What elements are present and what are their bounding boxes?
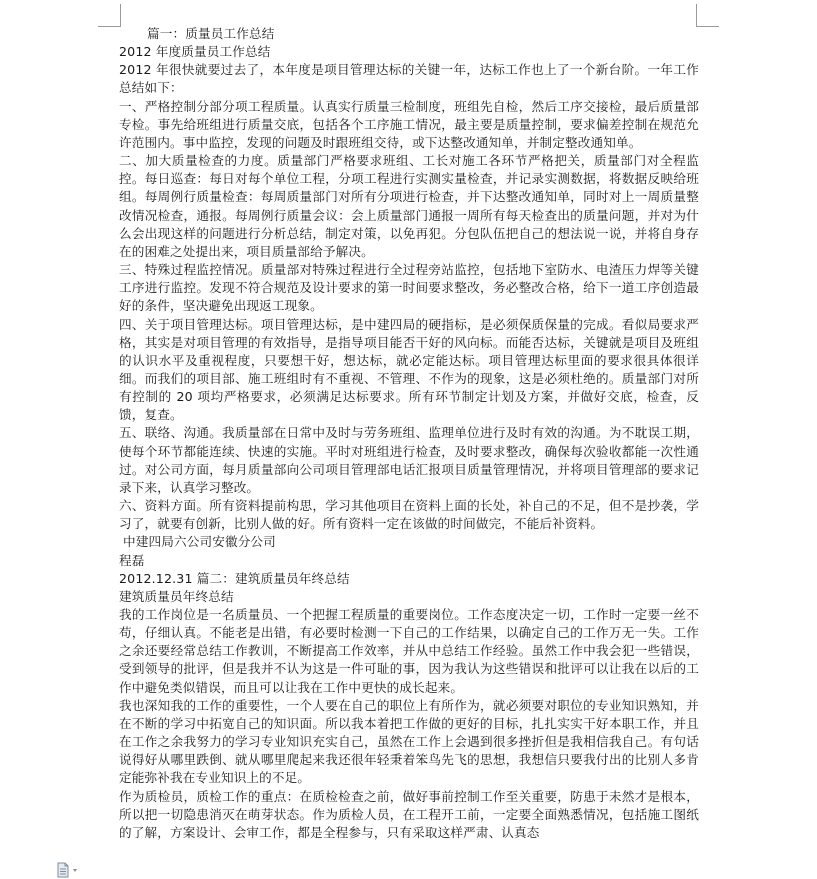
section-title: 篇一：质量员工作总结 — [147, 26, 275, 41]
report-title: 2012 年度质量员工作总结 — [119, 44, 271, 60]
document-icon[interactable] — [56, 862, 86, 878]
paragraph: 作为质检员，质检工作的重点：在质检检查之前，做好事前控制工作至关重要，防患于未然才是根本，所以把一切隐患消灭在萌芽状态。作为质检人员，在工程开工前，一定要全面熟悉情况，包括施工图纸的了解，方案设计、会审工作，都是全程参与，只有采取这样严肃、认真态 — [119, 788, 699, 840]
paragraph: 我的工作岗位是一名质量员、一个把握工程质量的重要岗位。工作态度决定一切，工作时一定要一丝不苟，仔细认真。不能老是出错，有必要时检测一下自己的工作结果，以确定自己的工作万无一失。工作之余还要经常总结工作教训，不断提高工作效率，并从中总结工作经验。虽然工作中我会犯一些错误，受到领导的批评，但是我并不认为这是一件可耻的事，因为我认为这些错误和批评可以让我在以后的工作中避免类似错误，而且可以让我在工作中更快的成长起来。 — [119, 607, 699, 695]
date-and-section-title: 2012.12.31 篇二：建筑质量员年终总结 — [119, 570, 350, 586]
paragraph: 四、关于项目管理达标。项目管理达标，是中建四局的硬指标，是必须保质保量的完成。看似局要求严格，其实是对项目管理的有效指导，是指导项目能否干好的风向标。而能否达标，关键就是项目及班组的认识水平及重视程度，只要想干好，想达标，就必定能达标。项目管理达标里面的要求很具体很详细。而我们的项目部、施工班组时有不重视、不管理、不作为的现象，这是必须杜绝的。质量部门对所有控制的 20 项均严格要求，必须满足达标要求。所有环节制定计划及方案，并做好交底，检查，反馈，复查。 — [119, 316, 699, 423]
author-name: 程磊 — [119, 552, 145, 568]
report-title: 建筑质量员年终总结 — [119, 588, 234, 604]
paragraph: 五、联络、沟通。我质量部在日常中及时与劳务班组、监理单位进行及时有效的沟通。为不耽误工期，使每个环节都能连续、快速的实施。平时对班组进行检查，及时要求整改，确保每次验收都能一次性通过。对公司方面，每月质量部向公司项目管理部电话汇报项目质量管理情况，并将项目管理部的要求记录下来，认真学习整改。 — [119, 425, 699, 495]
paragraph: 我也深知我的工作的重要性，一个人要在自己的职位上有所作为，就必须要对职位的专业知识熟知，并在不断的学习中拓宽自己的知识面。所以我本着把工作做的更好的目标，扎扎实实干好本职工作，并且在工作之余我努力的学习专业知识充实自己，虽然在工作上会遇到很多挫折但是我相信我自己。有句话说得好从哪里跌倒、就从哪里爬起来我还很年轻秉着笨鸟先飞的思想，我想信只要我付出的比别人多肯定能弥补我在专业知识上的不足。 — [119, 697, 699, 786]
document-body — [119, 25, 699, 842]
paragraph: 2012 年很快就要过去了，本年度是项目管理达标的关键一年，达标工作也上了一个新台阶。一年工作总结如下： — [119, 62, 699, 96]
paragraph: 一、严格控制分部分项工程质量。认真实行质量三检制度，班组先自检，然后工序交接检，最后质量部专检。事先给班组进行质量交底，包括各个工序施工情况，最主要是质量控制，要求偏差控制在规范允许范围内。事中监控，发现的问题及时跟班组交待，或下达整改通知单，并制定整改通知单。 — [119, 98, 699, 150]
page-corner-mark-top-left — [98, 4, 121, 27]
paragraph: 三、特殊过程监控情况。质量部对特殊过程进行全过程旁站监控，包括地下室防水、电渣压力焊等关键工序进行监控。发现不符合规范及设计要求的第一时间要求整改，务必整改合格，给下一道工序创造最好的条件，坚决避免出现返工现象。 — [119, 262, 699, 314]
company-name: 中建四局六公司安徽分公司 — [123, 534, 276, 550]
page-corner-mark-top-right — [696, 4, 719, 27]
paragraph: 二、加大质量检查的力度。质量部门严格要求班组、工长对施工各环节严格把关，质量部门对全程监控。每日巡查：每日对每个单位工程，分项工程进行实测实量检查，并记录实测数据，将数据反映给班组。每周例行质量检查：每周质量部门对所有分项进行检查，并下达整改通知单，同时对上一周质量整改情况检查，通报。每周例行质量会议：会上质量部门通报一周所有每天检查出的质量问题，并对为什么会出现这样的问题进行分析总结，制定对策，以免再犯。分包队伍把自己的想法说一说，并将自身存在的困难之处提出来，项目质量部给予解决。 — [119, 153, 699, 259]
paragraph: 六、资料方面。所有资料提前构思，学习其他项目在资料上面的长处，补自己的不足，但不是抄袭，学习了，就要有创新，比别人做的好。所有资料一定在该做的时间做完，不能后补资料。 — [119, 498, 699, 532]
